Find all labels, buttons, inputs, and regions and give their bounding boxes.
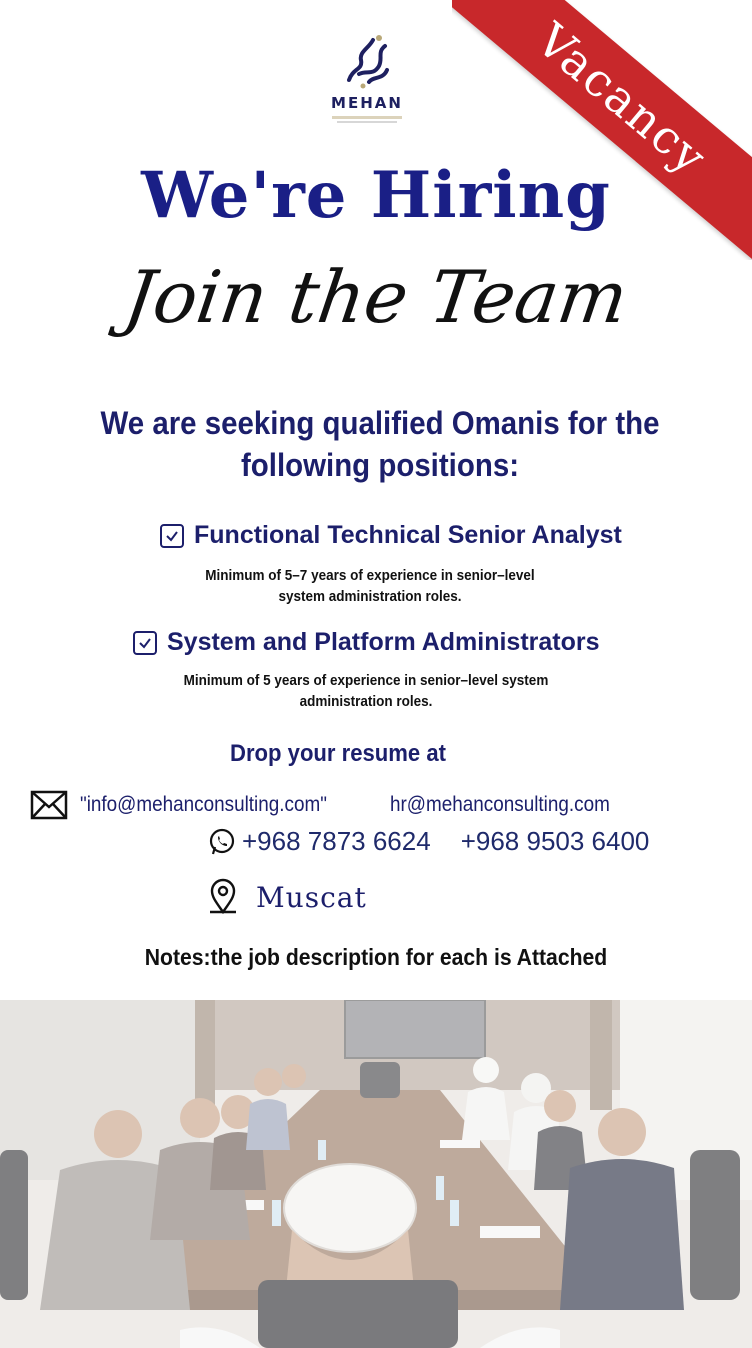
- company-logo: [322, 30, 412, 123]
- position-description-line: administration roles.: [299, 693, 433, 710]
- position-description: [172, 565, 568, 607]
- position-item: [160, 521, 622, 550]
- whatsapp-icon: [208, 828, 236, 856]
- position-description-line: system administration roles.: [278, 588, 462, 605]
- phone-number[interactable]: +968 7873 6624: [242, 826, 431, 856]
- location-text: Muscat: [256, 880, 367, 914]
- logo-name: MEHAN: [331, 94, 403, 112]
- email-link[interactable]: hr@mehanconsulting.com: [390, 793, 610, 816]
- position-title: System and Platform Administrators: [167, 628, 600, 656]
- notes-text: Notes:the job description for each is Attached: [144, 944, 608, 970]
- intro-text: We are seeking qualified Omanis for the following positions:: [100, 405, 660, 483]
- position-description: [168, 670, 564, 712]
- team-meeting-photo: [0, 1000, 752, 1348]
- email-row: [30, 790, 634, 820]
- position-description-line: Minimum of 5–7 years of experience in senior–level: [205, 567, 535, 584]
- mehan-logo-icon: [339, 30, 395, 92]
- envelope-icon: [30, 790, 68, 820]
- headline: We're Hiring: [141, 158, 611, 233]
- checkbox-icon: [160, 524, 184, 548]
- phone-row: [208, 826, 649, 857]
- vacancy-ribbon: Vacancy: [452, 0, 752, 260]
- email-link[interactable]: "info@mehanconsulting.com": [80, 793, 327, 816]
- position-description-line: Minimum of 5 years of experience in senior–level system: [183, 672, 549, 689]
- phone-number[interactable]: +968 9503 6400: [460, 826, 650, 856]
- script-heading: Join the Team: [119, 255, 633, 339]
- logo-arabic-line: [332, 116, 402, 119]
- position-item: [133, 628, 600, 657]
- position-title: Functional Technical Senior Analyst: [194, 521, 622, 549]
- map-pin-icon: [206, 878, 240, 916]
- checkbox-icon: [133, 631, 157, 655]
- drop-resume-label: Drop your resume at: [230, 740, 446, 767]
- location-row: [206, 878, 367, 916]
- logo-tagline-line: [337, 121, 397, 123]
